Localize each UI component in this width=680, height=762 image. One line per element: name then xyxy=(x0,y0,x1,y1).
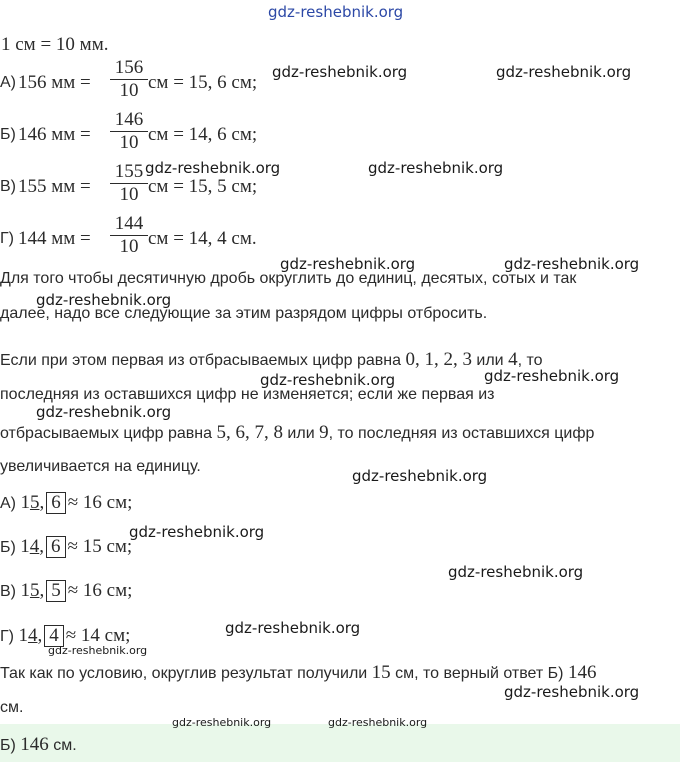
rounding-row-a xyxy=(0,492,132,514)
boxed-digit: 4 xyxy=(44,625,64,647)
rule-digit: 9 xyxy=(319,422,329,443)
watermark: gdz-reshebnik.org xyxy=(368,159,504,177)
answer-unit: см. xyxy=(53,737,77,754)
boxed-digit: 6 xyxy=(46,536,66,558)
row-lhs: 144 мм = xyxy=(18,228,91,249)
numerator: 146 xyxy=(114,109,144,130)
rule-digits: 0, 1, 2, 3 xyxy=(405,349,472,370)
watermark-top: gdz-reshebnik.org xyxy=(268,3,404,21)
numerator: 155 xyxy=(114,161,144,182)
rule-text: или xyxy=(471,352,509,369)
conversion-line: 1 см = 10 мм. xyxy=(1,34,109,55)
rounding-result: ≈ 16 см; xyxy=(67,580,133,601)
row-label: А) xyxy=(0,495,16,512)
rounding-number: 14, 4 ≈ 14 см; xyxy=(18,625,131,646)
watermark: gdz-reshebnik.org xyxy=(172,716,272,729)
watermark: gdz-reshebnik.org xyxy=(328,716,428,729)
row-label: В) xyxy=(0,583,16,600)
row-label: Г) xyxy=(0,628,14,645)
fraction xyxy=(110,110,148,153)
row-label: В) xyxy=(0,178,16,195)
watermark: gdz-reshebnik.org xyxy=(145,159,281,177)
conclusion-answer: 146 xyxy=(567,662,597,683)
rule-line-1: Для того чтобы десятичную дробь округлить до единиц, десятых, сотых и так xyxy=(0,270,577,287)
row-lhs: 156 мм = xyxy=(18,72,91,93)
conclusion-value: 15 xyxy=(371,662,391,683)
fraction xyxy=(110,162,148,205)
rule-text: , то последняя из оставшихся цифр xyxy=(328,425,595,442)
boxed-digit: 5 xyxy=(46,580,66,602)
denominator: 10 xyxy=(119,80,139,101)
denominator: 10 xyxy=(119,236,139,257)
row-rhs: см = 14, 4 см. xyxy=(148,228,257,249)
rounding-number: 15, 5 ≈ 16 см; xyxy=(20,580,133,601)
rounding-number: 15, 6 ≈ 16 см; xyxy=(20,492,133,513)
watermark: gdz-reshebnik.org xyxy=(352,467,488,485)
denominator: 10 xyxy=(119,132,139,153)
fraction xyxy=(110,58,148,101)
rule-text: отбрасываемых цифр равна xyxy=(0,425,217,442)
conclusion-text: Так как по условию, округлив результат получили xyxy=(0,665,372,682)
watermark: gdz-reshebnik.org xyxy=(225,619,361,637)
answer-value: 146 xyxy=(20,734,49,755)
row-lhs: 146 мм = xyxy=(18,124,91,145)
boxed-digit: 6 xyxy=(46,492,66,514)
rule-text: , то xyxy=(517,352,543,369)
row-label: Г) xyxy=(0,230,14,247)
rule-line-6: увеличивается на единицу. xyxy=(0,458,201,475)
rule-digits: 5, 6, 7, 8 xyxy=(216,422,283,443)
answer-label: Б) xyxy=(0,737,16,754)
row-rhs: см = 15, 6 см; xyxy=(148,72,258,93)
conclusion-line-1 xyxy=(0,662,596,684)
row-label: А) xyxy=(0,74,16,91)
watermark: gdz-reshebnik.org xyxy=(448,563,584,581)
watermark: gdz-reshebnik.org xyxy=(484,367,620,385)
row-label: Б) xyxy=(0,539,16,556)
rounding-number: 14, 6 ≈ 15 см; xyxy=(20,536,133,557)
conclusion-text: см, то верный ответ Б) xyxy=(390,665,568,682)
rule-line-4: последняя из оставшихся цифр не изменяется; если же первая из xyxy=(0,386,495,403)
answer-line xyxy=(0,734,77,756)
row-label: Б) xyxy=(0,126,16,143)
watermark: gdz-reshebnik.org xyxy=(260,371,396,389)
denominator: 10 xyxy=(119,184,139,205)
rule-text: Если при этом первая из отбрасываемых цифр равна xyxy=(0,352,406,369)
rounding-result: ≈ 14 см; xyxy=(65,625,131,646)
watermark: gdz-reshebnik.org xyxy=(36,403,172,421)
row-rhs: см = 15, 5 см; xyxy=(148,176,258,197)
underlined-digit: 4 xyxy=(27,625,38,646)
numerator: 144 xyxy=(114,213,144,234)
answer-box xyxy=(0,724,680,762)
watermark: gdz-reshebnik.org xyxy=(48,644,148,657)
numerator: 156 xyxy=(114,57,144,78)
rule-digit: 4 xyxy=(508,349,518,370)
row-lhs: 155 мм = xyxy=(18,176,91,197)
rule-line-2: далее, надо все следующие за этим разрядом цифры отбросить. xyxy=(0,305,488,322)
watermark: gdz-reshebnik.org xyxy=(36,291,172,309)
watermark: gdz-reshebnik.org xyxy=(272,63,408,81)
rule-line-5 xyxy=(0,422,594,444)
watermark: gdz-reshebnik.org xyxy=(496,63,632,81)
watermark: gdz-reshebnik.org xyxy=(280,255,416,273)
rounding-result: ≈ 15 см; xyxy=(67,536,133,557)
underlined-digit: 5 xyxy=(29,580,40,601)
rounding-row-c xyxy=(0,580,132,602)
row-rhs: см = 14, 6 см; xyxy=(148,124,258,145)
rule-line-3 xyxy=(0,349,543,371)
conclusion-line-2: см. xyxy=(0,699,24,716)
watermark: gdz-reshebnik.org xyxy=(129,523,265,541)
rounding-row-b xyxy=(0,536,132,558)
fraction xyxy=(110,214,148,257)
watermark: gdz-reshebnik.org xyxy=(504,683,640,701)
rounding-result: ≈ 16 см; xyxy=(67,492,133,513)
watermark: gdz-reshebnik.org xyxy=(504,255,640,273)
underlined-digit: 4 xyxy=(29,536,40,557)
rule-text: или xyxy=(282,425,320,442)
underlined-digit: 5 xyxy=(29,492,40,513)
